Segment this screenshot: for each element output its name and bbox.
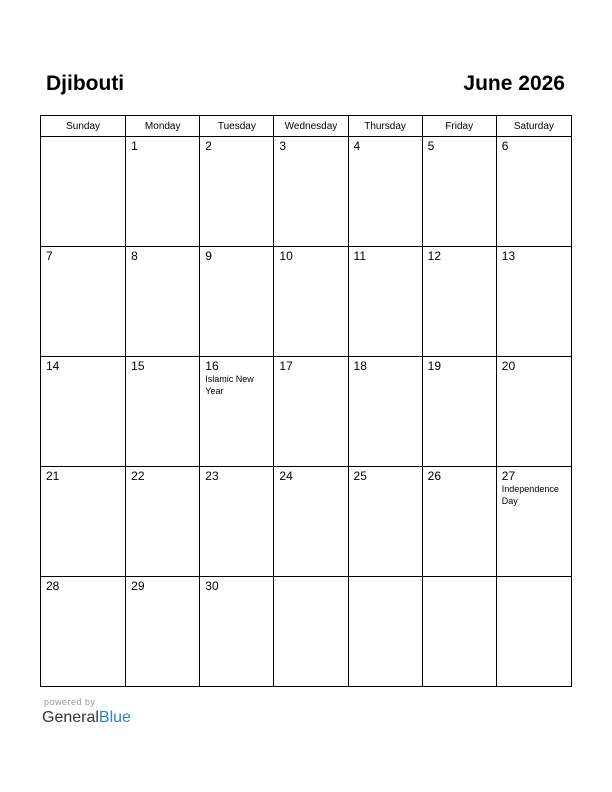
powered-by-label: powered by (44, 697, 96, 707)
country-title: Djibouti (46, 72, 125, 95)
day-number: 22 (131, 469, 145, 483)
day-number: 15 (131, 359, 145, 373)
day-number: 7 (46, 249, 53, 263)
day-cell (422, 357, 496, 467)
day-cell (126, 137, 200, 247)
day-cell (348, 247, 422, 357)
day-number: 9 (205, 249, 212, 263)
brand-text-blue: Blue (98, 709, 131, 726)
day-cell (200, 467, 274, 577)
day-number: 25 (353, 469, 367, 483)
day-number: 18 (353, 359, 367, 373)
week-row (41, 247, 572, 357)
week-row (41, 467, 572, 577)
month-year-title: June 2026 (463, 72, 565, 95)
day-cell (200, 577, 274, 687)
day-number (274, 577, 347, 579)
day-number: 23 (205, 469, 219, 483)
day-number: 6 (501, 139, 509, 153)
day-number: 27 (501, 469, 516, 483)
day-number: 4 (353, 139, 361, 153)
day-number: 30 (205, 579, 219, 593)
day-cell (348, 357, 422, 467)
day-number: 1 (131, 139, 138, 153)
day-cell (41, 577, 126, 687)
day-number: 24 (279, 469, 293, 483)
day-number: 14 (46, 359, 60, 373)
brand-text-general: General (42, 709, 99, 726)
day-number: 10 (279, 249, 293, 263)
day-number: 13 (501, 249, 516, 263)
day-cell (200, 137, 274, 247)
day-number: 5 (427, 139, 435, 153)
day-cell (274, 247, 348, 357)
day-cell (496, 137, 571, 247)
day-cell (422, 467, 496, 577)
day-cell (274, 137, 348, 247)
day-number: 19 (427, 359, 442, 373)
day-number: 17 (279, 359, 293, 373)
day-number (423, 577, 496, 579)
day-number: 2 (205, 139, 212, 153)
day-cell (274, 467, 348, 577)
empty-day-cell (348, 577, 422, 687)
holiday-label: Islamic New Year (205, 374, 254, 396)
weekday-header: Wednesday (274, 116, 348, 137)
day-number: 12 (427, 249, 442, 263)
weekday-header: Monday (126, 116, 200, 137)
calendar-grid (40, 115, 572, 687)
day-number: 3 (279, 139, 287, 153)
day-number (349, 577, 422, 579)
week-row (41, 357, 572, 467)
day-cell (348, 137, 422, 247)
day-number: 29 (131, 579, 145, 593)
day-number: 20 (501, 359, 516, 373)
empty-day-cell (422, 577, 496, 687)
day-cell (41, 357, 126, 467)
day-cell (126, 577, 200, 687)
day-cell (200, 357, 274, 467)
day-cell (126, 357, 200, 467)
week-row (41, 577, 572, 687)
weekday-header: Sunday (41, 116, 126, 137)
empty-day-cell (41, 137, 126, 247)
weekday-header-row (41, 116, 572, 137)
day-number: 11 (353, 249, 366, 263)
day-number (41, 137, 125, 139)
weekday-header: Friday (422, 116, 496, 137)
day-cell (348, 467, 422, 577)
day-cell (422, 247, 496, 357)
weekday-header: Tuesday (200, 116, 274, 137)
day-cell (126, 467, 200, 577)
day-cell (126, 247, 200, 357)
day-number: 8 (131, 249, 138, 263)
day-cell (41, 467, 126, 577)
week-row (41, 137, 572, 247)
day-number: 26 (427, 469, 442, 483)
day-cell (422, 137, 496, 247)
day-number (497, 577, 571, 579)
empty-day-cell (274, 577, 348, 687)
day-cell (496, 247, 571, 357)
weekday-header: Saturday (496, 116, 571, 137)
empty-day-cell (496, 577, 571, 687)
day-cell (41, 247, 126, 357)
holiday-label: Independence Day (501, 484, 559, 506)
day-cell (200, 247, 274, 357)
day-number: 21 (46, 469, 60, 483)
day-cell (274, 357, 348, 467)
day-number: 28 (46, 579, 60, 593)
weekday-header: Thursday (348, 116, 422, 137)
day-cell (496, 467, 571, 577)
generalblue-logo[interactable] (42, 708, 131, 728)
day-number: 16 (205, 359, 219, 373)
day-cell (496, 357, 571, 467)
